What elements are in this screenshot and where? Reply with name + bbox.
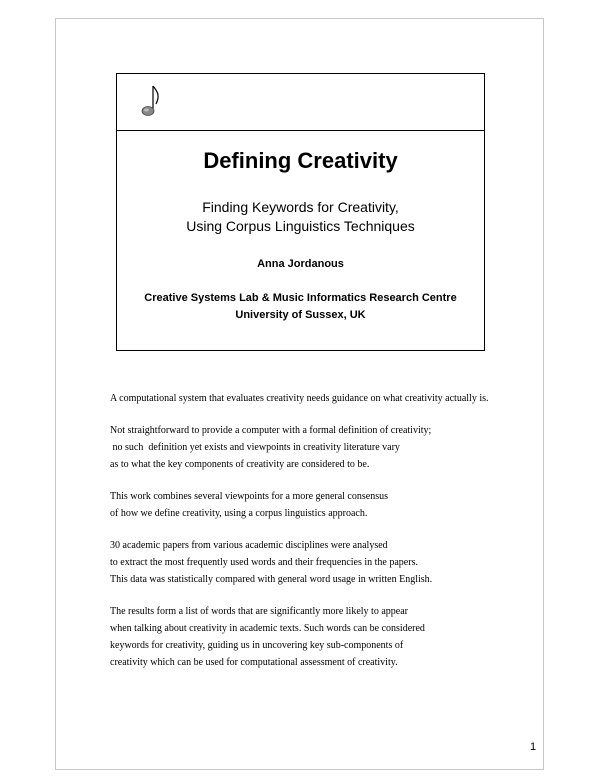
paragraph [110, 390, 550, 407]
paragraph [110, 488, 550, 522]
text-line: no such definition yet exists and viewpoints in creativity literature vary [110, 442, 400, 453]
paragraph [110, 537, 550, 588]
music-note-icon [131, 80, 161, 124]
text-line: as to what the key components of creativity are considered to be. [110, 459, 370, 470]
paragraph [110, 603, 550, 671]
text-line: This data was statistically compared with general word usage in written English. [110, 574, 433, 585]
text-line: keywords for creativity, guiding us in uncovering key sub-components of [110, 640, 404, 651]
page-number: 1 [530, 741, 537, 753]
text-line: This work combines several viewpoints for a more general consensus [110, 491, 388, 502]
slide-subtitle [117, 198, 484, 236]
text-line: The results form a list of words that are significantly more likely to appear [110, 606, 408, 617]
text-line: A computational system that evaluates creativity needs guidance on what creativity actually is. [110, 393, 489, 404]
paragraph [110, 422, 550, 473]
affiliation [117, 290, 484, 324]
body-text [110, 390, 550, 686]
subtitle-line: Finding Keywords for Creativity, [202, 199, 399, 215]
text-line: creativity which can be used for computational assessment of creativity. [110, 657, 398, 668]
subtitle-line: Using Corpus Linguistics Techniques [186, 218, 415, 234]
affiliation-line: Creative Systems Lab & Music Informatics Research Centre [144, 292, 457, 304]
slide-title: Defining Creativity [203, 148, 398, 173]
slide-divider [117, 130, 484, 131]
text-line: to extract the most frequently used words and their frequencies in the papers. [110, 557, 418, 568]
affiliation-line: University of Sussex, UK [235, 309, 366, 321]
author-name: Anna Jordanous [257, 258, 344, 270]
text-line: 30 academic papers from various academic disciplines were analysed [110, 540, 388, 551]
text-line: Not straightforward to provide a computer with a formal definition of creativity; [110, 425, 432, 436]
text-line: of how we define creativity, using a corpus linguistics approach. [110, 508, 368, 519]
title-slide [116, 73, 485, 351]
text-line: when talking about creativity in academic texts. Such words can be considered [110, 623, 425, 634]
